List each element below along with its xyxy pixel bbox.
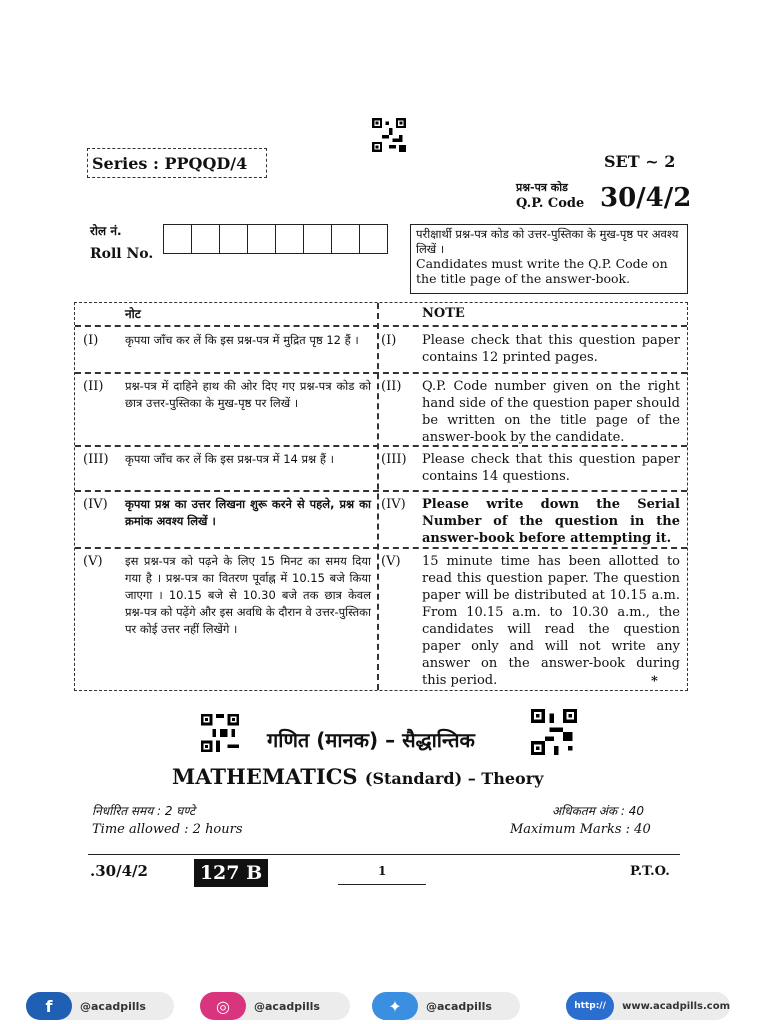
time-allowed-hindi: निर्धारित समय : 2 घण्टे: [92, 804, 196, 818]
item-hindi: कृपया प्रश्न का उत्तर लिखना शुरू करने से पहले, प्रश्न का क्रमांक अवश्य लिखें ।: [125, 497, 371, 528]
website-link[interactable]: [566, 992, 730, 1020]
item-number: (I): [83, 333, 99, 348]
roll-cell[interactable]: [303, 224, 332, 254]
roll-label-hindi: रोल नं.: [90, 224, 122, 238]
item-number: (III): [381, 452, 407, 467]
footer-code: .30/4/2: [90, 862, 148, 880]
item-english: Please check that this question paper contains 12 printed pages.: [422, 333, 680, 365]
website-icon: http://: [566, 992, 614, 1020]
website-url: www.acadpills.com: [622, 1000, 730, 1012]
item-number: (I): [381, 333, 397, 348]
item-english: Please write down the Serial Number of the question in the answer-book before attempting it.: [422, 497, 680, 546]
qr-code-left: [201, 714, 239, 752]
item-number: (III): [83, 452, 109, 467]
item-number: (IV): [83, 497, 108, 512]
set-label: SET ~ 2: [604, 152, 676, 171]
qr-code-top: [372, 118, 406, 152]
footer-divider: [88, 854, 680, 855]
facebook-icon: f: [26, 992, 72, 1020]
pto-label: P.T.O.: [630, 864, 670, 879]
roll-cell[interactable]: [331, 224, 360, 254]
roll-cell[interactable]: [191, 224, 220, 254]
item-number: (II): [381, 379, 402, 394]
item-hindi: इस प्रश्न-पत्र को पढ़ने के लिए 15 मिनट का समय दिया गया है । प्रश्न-पत्र का वितरण पूर्वाह्न में 10.15 बजे किया जाएगा । 10.15 बजे से 10.30 बजे तक छात्र केवल प्रश्न-पत्र को पढ़ेंगे और इस अवधि के दौरान वे उत्तर-पुस्तिका पर कोई उत्तर नहीं लिखेंगे ।: [125, 554, 371, 636]
subject-title-main: MATHEMATICS: [172, 764, 358, 789]
item-number: (II): [83, 379, 104, 394]
item-number: (V): [83, 554, 103, 569]
subject-title: [172, 764, 543, 789]
twitter-icon: ✦: [372, 992, 418, 1020]
instructions-table: [74, 302, 688, 691]
candidate-note-box: [410, 224, 688, 294]
twitter-handle: @acadpills: [426, 999, 492, 1013]
max-marks: Maximum Marks : 40: [510, 822, 651, 837]
item-english: Please check that this question paper contains 14 questions.: [422, 452, 680, 484]
roll-cell[interactable]: [275, 224, 304, 254]
roll-cell[interactable]: [247, 224, 276, 254]
page-number-underline: [338, 884, 426, 885]
instagram-handle: @acadpills: [254, 999, 320, 1013]
asterisk-mark: *: [651, 674, 658, 689]
note-heading-hindi: नोट: [125, 307, 141, 321]
candidate-note-hindi: परीक्षार्थी प्रश्न-पत्र कोड को उत्तर-पुस्तिका के मुख-पृष्ठ पर अवश्य लिखें ।: [416, 227, 679, 256]
qp-code-label: Q.P. Code: [516, 196, 585, 211]
instagram-link[interactable]: [200, 992, 350, 1020]
roll-label: Roll No.: [90, 246, 154, 262]
subject-title-hindi: गणित (मानक) – सैद्धान्तिक: [267, 728, 475, 752]
footer-badge: 127 B: [194, 859, 268, 887]
qp-code: 30/4/2: [600, 183, 692, 213]
roll-number-boxes[interactable]: [163, 224, 387, 254]
item-number: (V): [381, 554, 401, 569]
item-hindi: प्रश्न-पत्र में दाहिने हाथ की ओर दिए गए प्रश्न-पत्र कोड को छात्र उत्तर-पुस्तिका के मुख-पृष्ठ पर लिखें ।: [125, 379, 371, 410]
qr-code-right: [531, 709, 577, 755]
candidate-note-english: Candidates must write the Q.P. Code on the title page of the answer-book.: [416, 256, 668, 286]
item-english: 15 minute time has been allotted to read this question paper. The question paper will be distributed at 10.15 a.m. From 10.15 a.m. to 10.30 a.m., the candidates will read the question paper only and will not write any answer on the answer-book during this period.: [422, 554, 680, 688]
facebook-handle: @acadpills: [80, 999, 146, 1013]
facebook-link[interactable]: [26, 992, 174, 1020]
max-marks-hindi: अधिकतम अंक : 40: [552, 804, 645, 818]
item-english: Q.P. Code number given on the right hand side of the question paper should be written on the title page of the answer-book by the candidate.: [422, 379, 680, 445]
page-number: 1: [378, 864, 387, 878]
qp-code-label-hindi: प्रश्न-पत्र कोड: [516, 181, 568, 194]
subject-title-sub: (Standard) – Theory: [364, 769, 544, 788]
series-label: Series : PPQQD/4: [87, 148, 267, 178]
time-allowed: Time allowed : 2 hours: [92, 822, 243, 837]
roll-cell[interactable]: [163, 224, 192, 254]
item-hindi: कृपया जाँच कर लें कि इस प्रश्न-पत्र में मुद्रित पृष्ठ 12 हैं ।: [125, 333, 359, 347]
item-hindi: कृपया जाँच कर लें कि इस प्रश्न-पत्र में 14 प्रश्न हैं ।: [125, 452, 334, 466]
instagram-icon: ◎: [200, 992, 246, 1020]
twitter-link[interactable]: [372, 992, 520, 1020]
note-heading: NOTE: [422, 306, 465, 321]
item-number: (IV): [381, 497, 406, 512]
roll-cell[interactable]: [359, 224, 388, 254]
roll-cell[interactable]: [219, 224, 248, 254]
